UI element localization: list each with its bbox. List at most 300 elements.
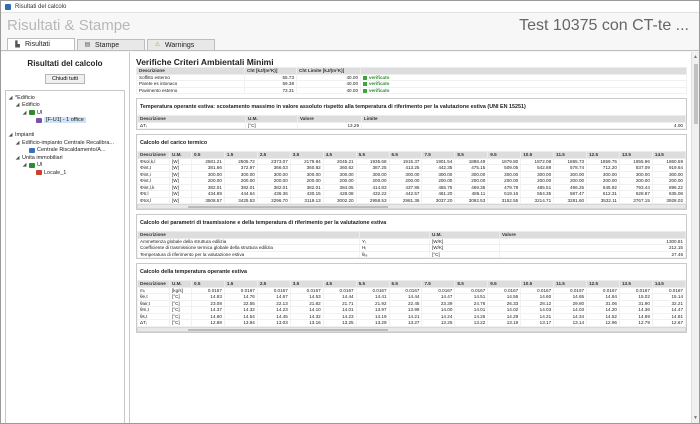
table-cell: 382.01 bbox=[192, 184, 225, 191]
table-cell: 300.00 bbox=[488, 171, 521, 178]
expand-icon[interactable]: ◢ bbox=[15, 102, 20, 109]
status-text: verificato bbox=[369, 81, 390, 87]
column-header: 13.5 bbox=[619, 152, 652, 159]
column-header: Descrizione bbox=[138, 116, 246, 123]
tree-node[interactable] bbox=[8, 94, 122, 102]
table-cell: 14.84 bbox=[587, 294, 620, 301]
expand-icon[interactable]: ◢ bbox=[15, 154, 20, 161]
table-cell: 414.83 bbox=[356, 184, 389, 191]
tree-node-label: UI bbox=[37, 109, 43, 116]
table-cell: 300.00 bbox=[290, 171, 323, 178]
operative-temp-hscroll[interactable] bbox=[137, 327, 686, 332]
table-cell: 300.00 bbox=[389, 171, 422, 178]
table-cell: Φint,l,k bbox=[138, 184, 170, 191]
table-cell: [W] bbox=[170, 191, 192, 198]
column-header: 8.5 bbox=[455, 152, 488, 159]
operative-temp-table bbox=[137, 115, 686, 129]
table-cell: 21.71 bbox=[323, 300, 356, 307]
column-header: U.M. bbox=[170, 281, 192, 288]
table-cell: 200.00 bbox=[488, 178, 521, 185]
results-panel bbox=[130, 52, 699, 423]
table-cell: 3425.53 bbox=[224, 197, 257, 204]
table-cell: 13.25 bbox=[323, 320, 356, 327]
table-cell: 1860.59 bbox=[652, 158, 685, 165]
results-tree bbox=[5, 90, 125, 424]
column-header: Limite bbox=[362, 116, 686, 123]
table-cell: 1872.08 bbox=[521, 158, 554, 165]
table-cell: 14.37 bbox=[192, 307, 225, 314]
table-row bbox=[138, 191, 686, 198]
table-cell: 300.00 bbox=[455, 171, 488, 178]
tree-node[interactable] bbox=[8, 162, 122, 170]
column-header: 13.5 bbox=[619, 281, 652, 288]
table-cell: 578.74 bbox=[554, 165, 587, 172]
column-header: 3.5 bbox=[290, 281, 323, 288]
column-header: 6.5 bbox=[389, 152, 422, 159]
table-cell: 434.89 bbox=[192, 191, 225, 198]
column-header: 12.5 bbox=[587, 152, 620, 159]
column-header: 2.5 bbox=[257, 281, 290, 288]
tree-node[interactable] bbox=[8, 147, 122, 155]
status-text: verificato bbox=[369, 74, 390, 80]
table-cell: 14.65 bbox=[554, 294, 587, 301]
table-cell: 3296.70 bbox=[257, 197, 290, 204]
table-cell: 381.66 bbox=[192, 165, 225, 172]
table-cell: 3928.02 bbox=[652, 197, 685, 204]
table-cell: 14.51 bbox=[455, 294, 488, 301]
tree-node[interactable] bbox=[8, 154, 122, 162]
table-cell: Φtr,l bbox=[138, 191, 170, 198]
expand-icon[interactable]: ◢ bbox=[8, 132, 13, 139]
column-header: 0.5 bbox=[192, 281, 225, 288]
table-cell: [W/K] bbox=[430, 245, 500, 252]
table-cell: 31.90 bbox=[619, 300, 652, 307]
table-cell: Yᵢ bbox=[360, 238, 430, 245]
tab-stampe[interactable] bbox=[77, 39, 145, 50]
table-cell: 635.08 bbox=[652, 191, 685, 198]
table-cell: 14.81 bbox=[652, 313, 685, 320]
column-header: U.M. bbox=[170, 152, 192, 159]
table-cell: 23.08 bbox=[192, 300, 225, 307]
table-row bbox=[138, 287, 686, 294]
table-cell: 14.47 bbox=[652, 307, 685, 314]
table-cell: 360.62 bbox=[323, 165, 356, 172]
tree-node[interactable] bbox=[8, 117, 122, 125]
table-row bbox=[138, 122, 686, 129]
table-cell: 3119.13 bbox=[290, 197, 323, 204]
table-cell: 14.32 bbox=[224, 307, 257, 314]
table-cell: 1879.80 bbox=[488, 158, 521, 165]
table-cell: 13.19 bbox=[488, 320, 521, 327]
table-cell: 2505.72 bbox=[224, 158, 257, 165]
table-cell: 519.16 bbox=[488, 191, 521, 198]
table-cell: 40.00 bbox=[297, 74, 361, 81]
table-cell: 0.0167 bbox=[192, 287, 225, 294]
table-cell: 628.87 bbox=[619, 191, 652, 198]
table-cell: 475.15 bbox=[455, 165, 488, 172]
table-cell: 300.00 bbox=[192, 171, 225, 178]
table-cell: 200.00 bbox=[521, 178, 554, 185]
table-cell: 366.03 bbox=[257, 165, 290, 172]
table-cell: θe,t bbox=[138, 294, 170, 301]
table-cell: θair,t bbox=[138, 300, 170, 307]
operative-temp-panel bbox=[136, 98, 687, 130]
table-cell: 0.0167 bbox=[389, 287, 422, 294]
table-cell: 13.27 bbox=[389, 320, 422, 327]
node-icon bbox=[29, 110, 35, 115]
table-cell: 200.00 bbox=[554, 178, 587, 185]
table-cell: 14.83 bbox=[192, 294, 225, 301]
table-cell: 13.17 bbox=[521, 320, 554, 327]
table-cell: 3767.15 bbox=[619, 197, 652, 204]
table-cell: 3092.53 bbox=[455, 197, 488, 204]
table-cell: 22.55 bbox=[224, 300, 257, 307]
table-cell: 1300.81 bbox=[500, 238, 686, 245]
title-bar bbox=[1, 1, 699, 13]
collapse-all-button[interactable]: Chiudi tutti bbox=[45, 74, 85, 84]
tab-risultati[interactable] bbox=[7, 38, 75, 50]
expand-icon[interactable]: ◢ bbox=[22, 109, 27, 116]
table-cell: 442.35 bbox=[422, 165, 455, 172]
table-cell: [W] bbox=[170, 197, 192, 204]
node-icon bbox=[36, 170, 42, 175]
page-header bbox=[1, 13, 699, 38]
table-cell: 2981.36 bbox=[389, 197, 422, 204]
table-cell: 12.96 bbox=[587, 320, 620, 327]
table-row bbox=[138, 178, 686, 185]
table-cell: 1935.68 bbox=[356, 158, 389, 165]
table-cell: 14.19 bbox=[356, 313, 389, 320]
table-cell: 40.00 bbox=[297, 81, 361, 88]
table-cell: [°C] bbox=[170, 320, 192, 327]
table-cell: 14.23 bbox=[257, 307, 290, 314]
table-cell: 645.92 bbox=[587, 184, 620, 191]
table-cell: 793.44 bbox=[619, 184, 652, 191]
scroll-thumb[interactable] bbox=[694, 64, 698, 124]
table-cell: 300.00 bbox=[422, 171, 455, 178]
table-cell: 200.00 bbox=[587, 178, 620, 185]
table-cell: 486.11 bbox=[455, 191, 488, 198]
column-header: 4.5 bbox=[323, 281, 356, 288]
table-cell: [W] bbox=[170, 171, 192, 178]
table-cell: 300.00 bbox=[554, 171, 587, 178]
table-cell: 73.31 bbox=[245, 87, 297, 94]
operative-temp-calc-table bbox=[137, 280, 686, 327]
scroll-up-icon[interactable]: ▲ bbox=[693, 54, 698, 60]
table-cell: θs,t bbox=[138, 313, 170, 320]
table-cell: 896.22 bbox=[652, 184, 685, 191]
table-cell: 14.60 bbox=[192, 313, 225, 320]
column-header: 1.5 bbox=[224, 281, 257, 288]
table-cell: Φint,l bbox=[138, 178, 170, 185]
table-cell: 14.41 bbox=[356, 294, 389, 301]
table-cell: 3214.71 bbox=[521, 197, 554, 204]
table-cell: 14.60 bbox=[521, 294, 554, 301]
table-cell: 13.25 bbox=[422, 320, 455, 327]
column-header: Descrizione bbox=[138, 232, 360, 239]
table-cell: 2581.21 bbox=[192, 158, 225, 165]
window-title: Risultati del calcolo bbox=[15, 3, 67, 10]
table-cell: 14.03 bbox=[521, 307, 554, 314]
transmission-params-title: Calcolo dei parametri di trasmissione e della temperatura di riferimento per la valutazione estiva bbox=[140, 220, 387, 226]
table-cell: 21.82 bbox=[290, 300, 323, 307]
table-cell: Ammettenza globale della struttura edilizia bbox=[138, 238, 360, 245]
table-cell: 0.0167 bbox=[356, 287, 389, 294]
tree-node[interactable] bbox=[8, 132, 122, 140]
table-cell: 15.02 bbox=[619, 294, 652, 301]
table-cell: 200.00 bbox=[619, 178, 652, 185]
table-cell: Soffitto esterno bbox=[137, 74, 245, 81]
table-cell: 430.15 bbox=[290, 191, 323, 198]
table-cell: 3002.20 bbox=[323, 197, 356, 204]
tree-node-label: Edificio-impianto Centrale Recalibra... bbox=[22, 139, 115, 146]
table-cell: 413.25 bbox=[389, 165, 422, 172]
scroll-down-icon[interactable]: ▼ bbox=[693, 415, 698, 421]
table-cell: [kg/s] bbox=[170, 287, 192, 294]
table-cell: 23.39 bbox=[422, 300, 455, 307]
table-cell: 542.88 bbox=[521, 165, 554, 172]
column-header: 12.5 bbox=[587, 281, 620, 288]
table-cell: 14.01 bbox=[455, 307, 488, 314]
table-cell: 0.0167 bbox=[488, 287, 521, 294]
column-header: 2.5 bbox=[257, 152, 290, 159]
expand-icon[interactable]: ◢ bbox=[8, 94, 13, 101]
table-cell: 919.64 bbox=[652, 165, 685, 172]
table-cell: 0.0167 bbox=[290, 287, 323, 294]
node-icon bbox=[29, 163, 35, 168]
table-cell: 12.67 bbox=[652, 320, 685, 327]
column-header: U.M. bbox=[430, 232, 500, 239]
table-cell: [W] bbox=[170, 184, 192, 191]
table-cell: 59.38 bbox=[245, 81, 297, 88]
table-cell: 14.53 bbox=[290, 294, 323, 301]
column-header: Descrizione bbox=[138, 281, 170, 288]
table-cell: 455.75 bbox=[422, 184, 455, 191]
table-cell: 1865.73 bbox=[554, 158, 587, 165]
operative-temp-calc-panel bbox=[136, 263, 687, 333]
tree-node-label: [F-U1] - 1 office bbox=[46, 117, 84, 124]
table-cell: [°C] bbox=[170, 294, 192, 301]
table-row bbox=[138, 320, 686, 327]
table-cell: Φint,t bbox=[138, 165, 170, 172]
table-cell: 14.34 bbox=[554, 313, 587, 320]
table-cell: 432.22 bbox=[356, 191, 389, 198]
table-cell: 200.00 bbox=[356, 178, 389, 185]
column-header: Valore bbox=[298, 116, 362, 123]
page-title: Verifiche Criteri Ambientali Minimi bbox=[136, 57, 274, 67]
table-cell: Temperatura di riferimento per la valutazione estiva bbox=[138, 251, 360, 258]
table-cell: Φtot,l bbox=[138, 197, 170, 204]
table-cell: 3508.57 bbox=[192, 197, 225, 204]
table-cell: 200.00 bbox=[224, 178, 257, 185]
table-cell: 14.10 bbox=[290, 307, 323, 314]
table-cell: 14.24 bbox=[422, 313, 455, 320]
sidebar bbox=[1, 52, 130, 423]
cam-table bbox=[136, 67, 687, 94]
tree-node-label: Locale_1 bbox=[44, 169, 67, 176]
table-cell: 31.06 bbox=[587, 300, 620, 307]
column-header: U.M. bbox=[246, 116, 298, 123]
table-cell: 1915.37 bbox=[389, 158, 422, 165]
table-cell: 14.54 bbox=[224, 313, 257, 320]
table-cell: 469.35 bbox=[455, 184, 488, 191]
table-cell: 15.14 bbox=[652, 294, 685, 301]
table-cell: [W] bbox=[170, 158, 192, 165]
expand-icon[interactable]: ◢ bbox=[22, 162, 27, 169]
table-cell: [W/K] bbox=[430, 238, 500, 245]
table-cell: 21.92 bbox=[356, 300, 389, 307]
table-cell: 13.03 bbox=[257, 320, 290, 327]
table-cell: 0.0167 bbox=[224, 287, 257, 294]
table-cell: [°C] bbox=[170, 307, 192, 314]
table-row bbox=[138, 165, 686, 172]
table-cell: 13.22 bbox=[455, 320, 488, 327]
tree-node[interactable] bbox=[8, 109, 122, 117]
table-cell: 300.00 bbox=[224, 171, 257, 178]
table-cell: 0.0167 bbox=[554, 287, 587, 294]
column-header: 9.5 bbox=[488, 281, 521, 288]
table-cell: 0.0167 bbox=[619, 287, 652, 294]
table-cell: 300.00 bbox=[521, 171, 554, 178]
table-cell: 496.25 bbox=[554, 184, 587, 191]
column-header: Cht Limite [kJ/(m²K)] bbox=[297, 68, 361, 75]
column-header: 7.5 bbox=[422, 152, 455, 159]
warning-icon: ⚠ bbox=[154, 42, 161, 48]
table-cell: 32.21 bbox=[652, 300, 685, 307]
table-cell: 0.0167 bbox=[652, 287, 685, 294]
column-header: 6.5 bbox=[389, 281, 422, 288]
table-cell: 2373.07 bbox=[257, 158, 290, 165]
table-cell: 14.32 bbox=[290, 313, 323, 320]
table-cell: 300.00 bbox=[257, 171, 290, 178]
table-cell: 14.20 bbox=[587, 307, 620, 314]
node-icon bbox=[36, 118, 42, 123]
table-cell: 27.46 bbox=[500, 251, 686, 258]
tab-warnings[interactable] bbox=[147, 39, 215, 50]
printer-icon: ▤ bbox=[84, 42, 91, 48]
table-cell: 14.44 bbox=[323, 294, 356, 301]
table-cell: 22.45 bbox=[389, 300, 422, 307]
status-text: verificato bbox=[369, 87, 390, 93]
table-cell: 837.09 bbox=[619, 165, 652, 172]
tree-node[interactable] bbox=[8, 169, 122, 177]
table-cell: [°C] bbox=[430, 251, 500, 258]
table-cell: 3037.20 bbox=[422, 197, 455, 204]
table-cell: 554.35 bbox=[521, 191, 554, 198]
table-cell: 14.47 bbox=[422, 294, 455, 301]
column-header: Descrizione bbox=[137, 68, 245, 75]
table-cell: 3532.11 bbox=[587, 197, 620, 204]
table-cell: 14.45 bbox=[257, 313, 290, 320]
column-header: 3.5 bbox=[290, 152, 323, 159]
node-icon bbox=[29, 148, 35, 153]
table-cell: 1855.96 bbox=[619, 158, 652, 165]
table-cell: 14.03 bbox=[554, 307, 587, 314]
table-cell: 28.12 bbox=[521, 300, 554, 307]
app-icon bbox=[5, 4, 11, 10]
table-cell: θm,t bbox=[138, 307, 170, 314]
table-cell: 442.57 bbox=[389, 191, 422, 198]
table-cell: Hᵢ bbox=[360, 245, 430, 252]
table-row bbox=[138, 171, 686, 178]
table-cell: 24.76 bbox=[455, 300, 488, 307]
table-cell: 360.82 bbox=[290, 165, 323, 172]
table-cell: 200.00 bbox=[652, 178, 685, 185]
column-header: Valore bbox=[500, 232, 686, 239]
tree-node[interactable] bbox=[8, 139, 122, 147]
column-header: 9.5 bbox=[488, 152, 521, 159]
table-cell: 300.00 bbox=[619, 171, 652, 178]
table-cell: 14.00 bbox=[422, 307, 455, 314]
thermal-load-hscroll[interactable] bbox=[137, 204, 686, 209]
table-cell: 300.00 bbox=[356, 171, 389, 178]
table-cell: [°C] bbox=[246, 122, 298, 129]
column-header: 14.5 bbox=[652, 281, 685, 288]
tab-label: Risultati bbox=[25, 41, 50, 48]
check-icon bbox=[363, 76, 367, 80]
project-title: Test 10375 con CT-te ... bbox=[519, 16, 689, 34]
table-cell: Coefficiente di trasmissione termica globale della struttura edilizia bbox=[138, 245, 360, 252]
column-header: 10.5 bbox=[521, 152, 554, 159]
table-cell: 14.02 bbox=[488, 307, 521, 314]
table-cell: 14.29 bbox=[488, 313, 521, 320]
table-cell: 200.00 bbox=[422, 178, 455, 185]
tree-node[interactable] bbox=[8, 102, 122, 110]
table-row bbox=[138, 251, 686, 258]
table-cell: 509.05 bbox=[488, 165, 521, 172]
table-cell: 14.76 bbox=[224, 294, 257, 301]
expand-icon[interactable]: ◢ bbox=[15, 139, 20, 146]
table-row bbox=[138, 158, 686, 165]
column-header: Descrizione bbox=[138, 152, 170, 159]
table-cell: 212.15 bbox=[500, 245, 686, 252]
table-cell: 13.94 bbox=[224, 320, 257, 327]
table-cell: 4.00 bbox=[362, 122, 686, 129]
table-cell: 13.29 bbox=[298, 122, 362, 129]
table-cell: 12.88 bbox=[192, 320, 225, 327]
table-cell bbox=[361, 87, 687, 94]
table-cell: 14.23 bbox=[323, 313, 356, 320]
table-cell: 14.26 bbox=[455, 313, 488, 320]
table-cell: 387.25 bbox=[356, 165, 389, 172]
table-cell: 436.36 bbox=[257, 191, 290, 198]
table-cell: 13.29 bbox=[356, 320, 389, 327]
table-row bbox=[137, 87, 687, 94]
tab-label: Warnings bbox=[165, 41, 195, 49]
table-cell: 384.05 bbox=[323, 184, 356, 191]
table-cell: 300.00 bbox=[652, 171, 685, 178]
check-icon bbox=[363, 82, 367, 86]
tab-label: Stampe bbox=[95, 41, 120, 49]
table-cell: 14.31 bbox=[521, 313, 554, 320]
column-header: 7.5 bbox=[422, 281, 455, 288]
table-cell: 55.73 bbox=[245, 74, 297, 81]
table-cell: 0.0167 bbox=[422, 287, 455, 294]
table-cell: Φsol,k,l bbox=[138, 158, 170, 165]
tree-node-label: Centrale Riscaldamento/A... bbox=[37, 147, 106, 154]
column-header: 5.5 bbox=[356, 281, 389, 288]
sidebar-title: Risultati del calcolo bbox=[27, 59, 103, 68]
table-cell: 437.85 bbox=[389, 184, 422, 191]
main-vscroll[interactable] bbox=[691, 52, 699, 423]
table-cell: [°C] bbox=[170, 300, 192, 307]
tree-node-label: Impianti bbox=[15, 132, 35, 139]
column-header: Cht [kJ/(m²K)] bbox=[245, 68, 297, 75]
table-cell: [W] bbox=[170, 165, 192, 172]
table-cell: 26.33 bbox=[488, 300, 521, 307]
table-cell: 444.64 bbox=[224, 191, 257, 198]
thermal-load-panel bbox=[136, 134, 687, 210]
